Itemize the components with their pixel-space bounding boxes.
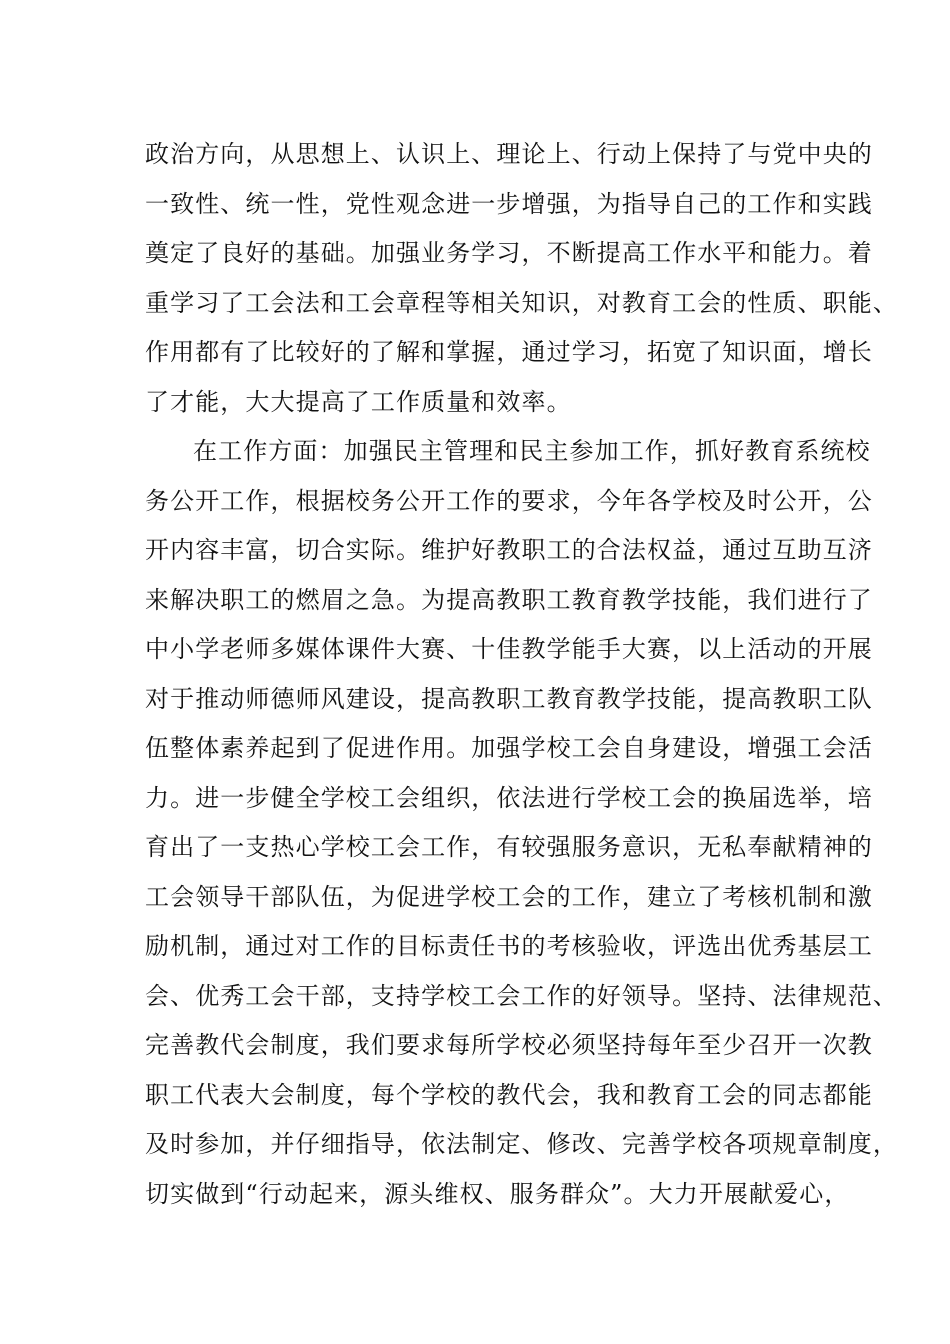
text-line: 会、优秀工会干部，支持学校工会工作的好领导。坚持、法律规范、	[145, 981, 898, 1010]
body-text	[145, 130, 898, 1219]
paragraph-2	[145, 427, 898, 1219]
text-line: 开内容丰富，切合实际。维护好教职工的合法权益，通过互助互济	[145, 536, 873, 564]
text-line: 政治方向，从思想上、认识上、理论上、行动上保持了与党中央的	[145, 140, 873, 168]
text-line: 励机制，通过对工作的目标责任书的考核验收，评选出优秀基层工	[145, 932, 873, 960]
text-line: 了才能，大大提高了工作质量和效率。	[145, 387, 572, 416]
text-line: 完善教代会制度，我们要求每所学校必须坚持每年至少召开一次教	[145, 1031, 873, 1059]
text-line: 中小学老师多媒体课件大赛、十佳教学能手大赛，以上活动的开展	[145, 635, 873, 663]
text-line: 在工作方面：加强民主管理和民主参加工作，抓好教育系统校	[193, 437, 871, 465]
text-line: 伍整体素养起到了促进作用。加强学校工会自身建设，增强工会活	[145, 734, 873, 762]
text-line: 来解决职工的燃眉之急。为提高教职工教育教学技能，我们进行了	[145, 585, 873, 614]
text-line: 奠定了良好的基础。加强业务学习，不断提高工作水平和能力。着	[145, 239, 873, 267]
text-line: 对于推动师德师风建设，提高教职工教育教学技能，提高教职工队	[145, 684, 873, 713]
text-line: 职工代表大会制度，每个学校的教代会，我和教育工会的同志都能	[145, 1080, 873, 1109]
text-line: 工会领导干部队伍，为促进学校工会的工作，建立了考核机制和激	[145, 882, 873, 911]
text-line: 重学习了工会法和工会章程等相关知识，对教育工会的性质、职能、	[145, 288, 898, 317]
text-line: 作用都有了比较好的了解和掌握，通过学习，拓宽了知识面，增长	[145, 338, 873, 366]
text-line: 切实做到“行动起来，源头维权、服务群众”。大力开展献爱心，	[145, 1179, 850, 1208]
text-line: 及时参加，并仔细指导，依法制定、修改、完善学校各项规章制度，	[145, 1130, 898, 1158]
paragraph-1	[145, 130, 898, 427]
text-line: 力。进一步健全学校工会组织，依法进行学校工会的换届选举，培	[145, 783, 873, 812]
text-line: 育出了一支热心学校工会工作，有较强服务意识，无私奉献精神的	[145, 833, 873, 861]
text-line: 一致性、统一性，党性观念进一步增强，为指导自己的工作和实践	[145, 189, 873, 218]
text-line: 务公开工作，根据校务公开工作的要求，今年各学校及时公开，公	[145, 486, 873, 515]
